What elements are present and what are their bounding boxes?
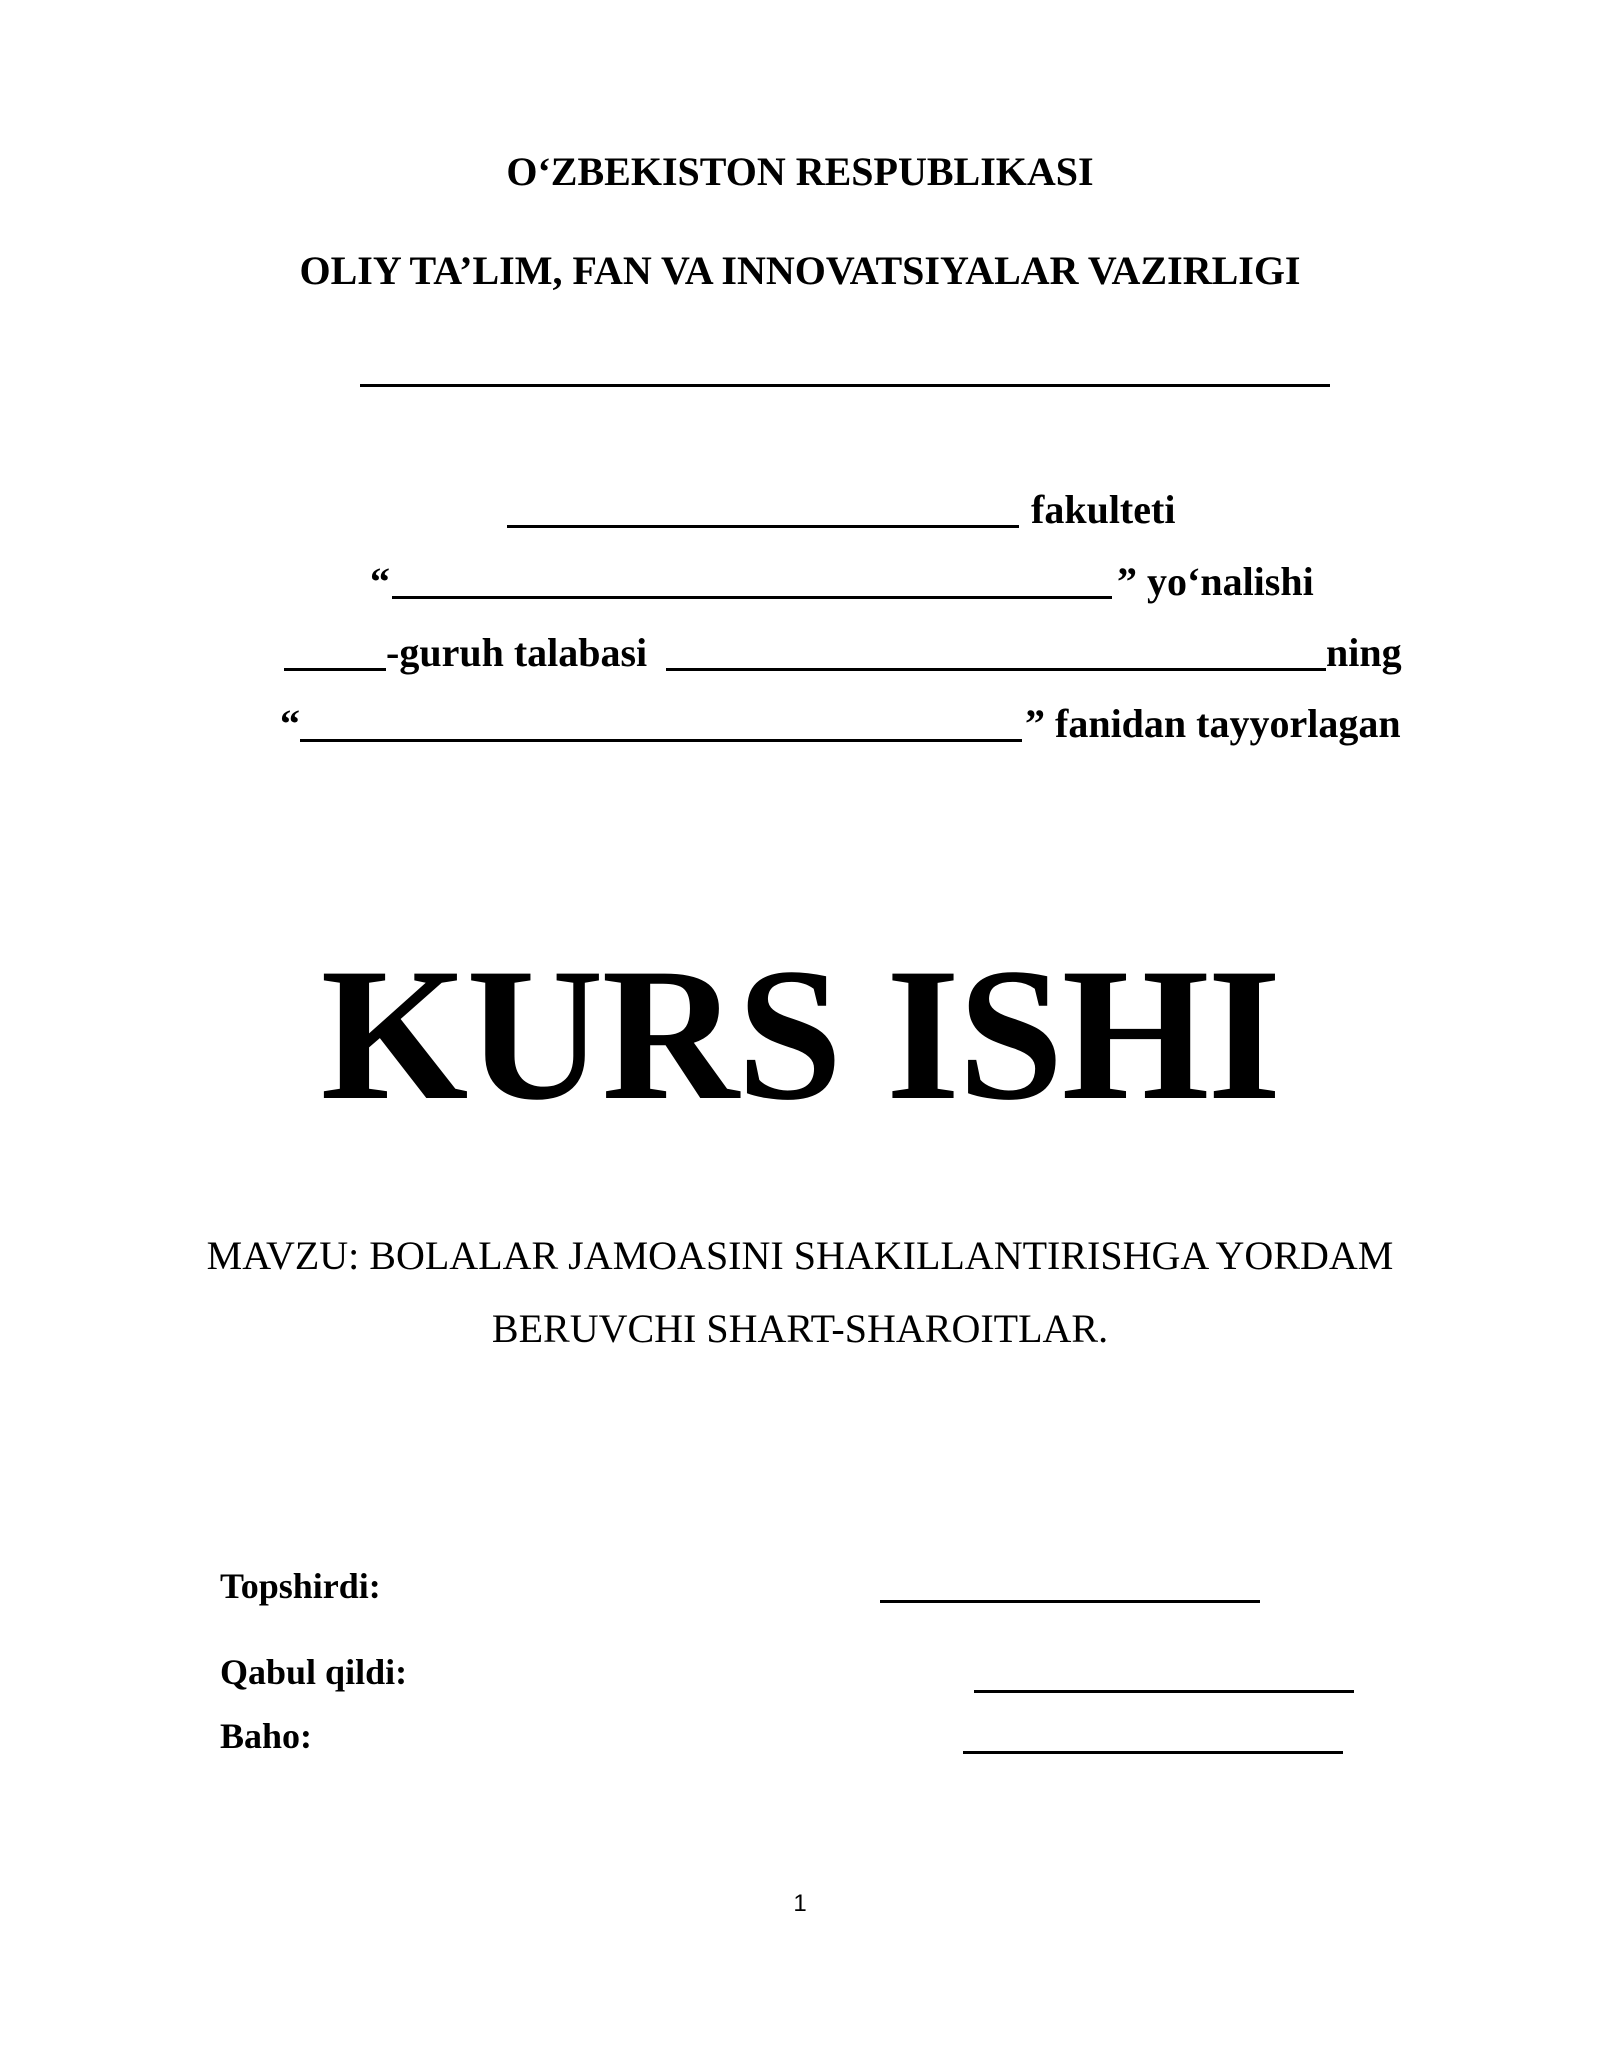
- submitted-label: Topshirdi:: [220, 1566, 381, 1606]
- university-name-blank: [360, 384, 1330, 387]
- faculty-label: fakulteti: [1031, 487, 1176, 532]
- submitted-signature-blank: [880, 1600, 1260, 1603]
- direction-open-quote: “: [370, 559, 390, 604]
- group-number-blank: [284, 668, 386, 671]
- subject-blank: [300, 739, 1022, 742]
- document-title: KURS ISHI: [320, 930, 1280, 1140]
- direction-blank: [392, 596, 1112, 599]
- grade-blank: [963, 1751, 1343, 1754]
- subject-label: ” fanidan tayyorlagan: [1025, 701, 1401, 746]
- accepted-signature-blank: [974, 1690, 1354, 1693]
- group-student-label: -guruh talabasi: [386, 630, 648, 675]
- direction-label: ” yo‘nalishi: [1117, 559, 1314, 604]
- student-name-blank: [666, 668, 1326, 671]
- grade-label: Baho:: [220, 1716, 313, 1756]
- student-name-suffix: ning: [1326, 630, 1402, 675]
- country-heading: O‘ZBEKISTON RESPUBLIKASI: [506, 149, 1094, 194]
- page-number: 1: [793, 1890, 807, 1917]
- accepted-label: Qabul qildi:: [220, 1652, 408, 1692]
- ministry-heading: OLIY TA’LIM, FAN VA INNOVATSIYALAR VAZIRLIGI: [299, 248, 1301, 293]
- faculty-blank: [507, 525, 1019, 528]
- subject-open-quote: “: [280, 701, 300, 746]
- topic-line-2: BERUVCHI SHART-SHAROITLAR.: [491, 1306, 1109, 1351]
- topic-line-1: MAVZU: BOLALAR JAMOASINI SHAKILLANTIRISHGA YORDAM: [206, 1233, 1394, 1278]
